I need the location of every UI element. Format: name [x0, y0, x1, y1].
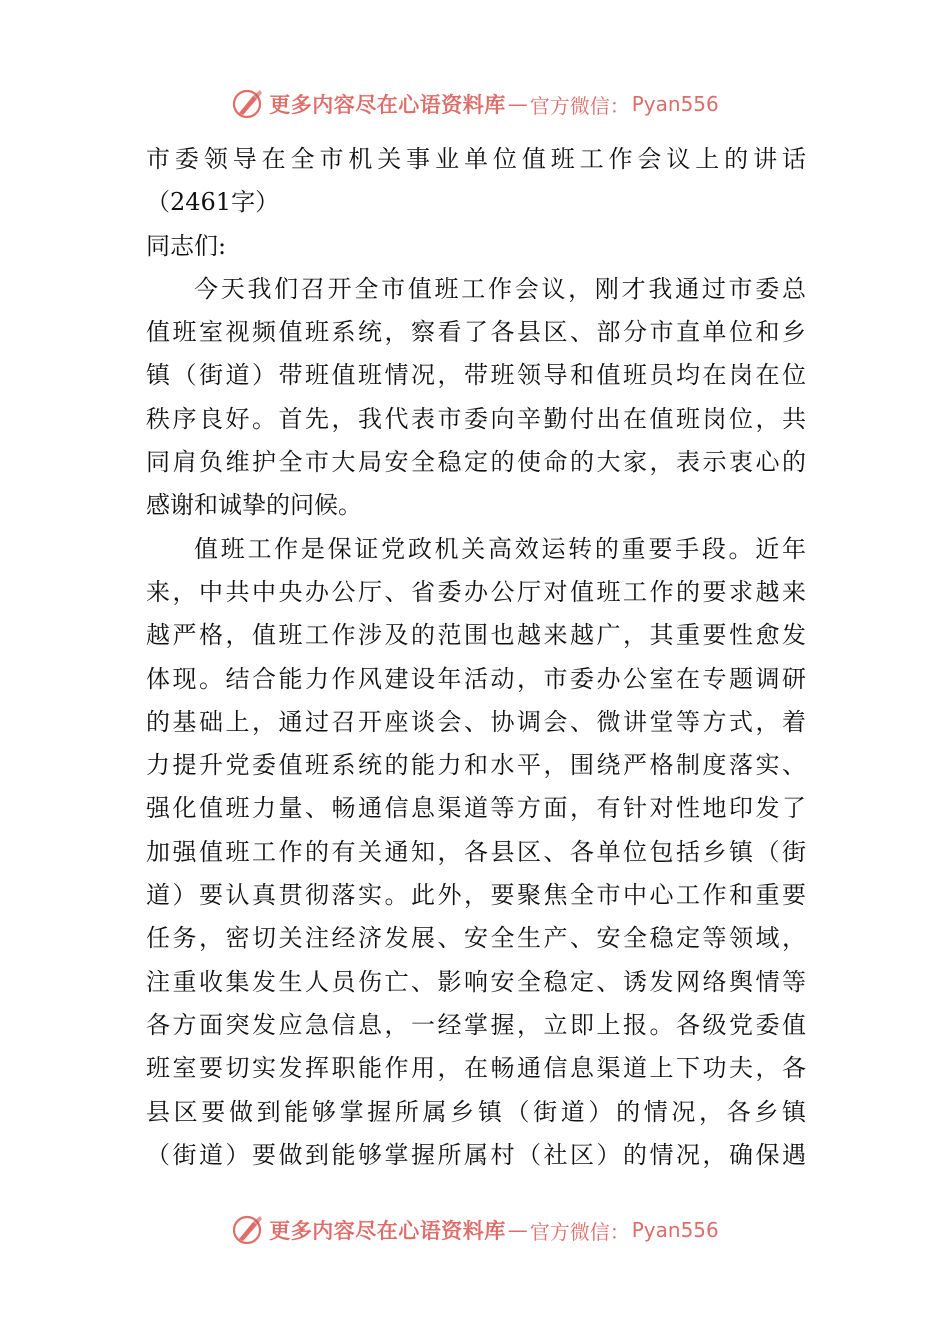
text-line: 同肩负维护全市大局安全稳定的使命的大家，表示衷心的 — [146, 448, 806, 477]
text-line: 道）要认真贯彻落实。此外，要聚焦全市中心工作和重要 — [146, 881, 806, 910]
text-line: 县区要做到能够掌握所属乡镇（街道）的情况，各乡镇 — [146, 1097, 806, 1126]
text-line: （街道）要做到能够掌握所属村（社区）的情况，确保遇 — [146, 1140, 806, 1169]
text-line: 各方面突发应急信息，一经掌握，立即上报。各级党委值 — [146, 1010, 806, 1039]
text-line: 值班工作是保证党政机关高效运转的重要手段。近年 — [194, 534, 806, 563]
watermark-main-text: 更多内容尽在心语资料库 — [269, 1218, 506, 1243]
text-line: 感谢和诚挚的问候。 — [146, 491, 362, 520]
text-line: 体现。结合能力作风建设年活动，市委办公室在专题调研 — [146, 664, 806, 693]
text-line: 强化值班力量、畅通信息渠道等方面，有针对性地印发了 — [146, 794, 806, 823]
watermark-wechat-label: 官方微信： — [529, 93, 630, 118]
text-line: 加强值班工作的有关通知，各县区、各单位包括乡镇（街 — [146, 837, 806, 866]
watermark-wechat-id: Pyan556 — [631, 92, 719, 116]
text-line: 值班室视频值班系统，察看了各县区、部分市直单位和乡 — [146, 318, 806, 347]
watermark-banner-bottom — [0, 1210, 950, 1250]
text-line: 的基础上，通过召开座谈会、协调会、微讲堂等方式，着 — [146, 707, 806, 736]
watermark-dash: — — [507, 92, 528, 116]
pen-logo-icon — [231, 87, 265, 121]
text-line: 镇（街道）带班值班情况，带班领导和值班员均在岗在位 — [146, 361, 806, 390]
title-line: （2461字） — [146, 188, 280, 217]
salutation: 同志们: — [146, 231, 227, 260]
paragraph — [146, 268, 806, 528]
text-line: 越严格，值班工作涉及的范围也越来越广，其重要性愈发 — [146, 621, 806, 650]
paragraph — [146, 528, 806, 1177]
watermark-main-text: 更多内容尽在心语资料库 — [269, 92, 506, 117]
watermark-dash: — — [507, 1218, 528, 1242]
watermark-wechat-label: 官方微信： — [529, 1219, 630, 1244]
text-line: 今天我们召开全市值班工作会议，刚才我通过市委总 — [194, 274, 806, 303]
pen-logo-icon — [231, 1213, 265, 1247]
watermark-wechat-id: Pyan556 — [631, 1218, 719, 1242]
text-line: 来，中共中央办公厅、省委办公厅对值班工作的要求越来 — [146, 577, 806, 606]
text-line: 任务，密切关注经济发展、安全生产、安全稳定等领域， — [146, 924, 806, 953]
text-line: 班室要切实发挥职能作用，在畅通信息渠道上下功夫，各 — [146, 1054, 806, 1083]
document-body — [146, 138, 806, 1177]
watermark-banner-top — [0, 84, 950, 124]
text-line: 秩序良好。首先，我代表市委向辛勤付出在值班岗位，共 — [146, 404, 806, 433]
text-line: 力提升党委值班系统的能力和水平，围绕严格制度落实、 — [146, 751, 806, 780]
title-line: 市委领导在全市机关事业单位值班工作会议上的讲话 — [146, 145, 806, 173]
text-line: 注重收集发生人员伤亡、影响安全稳定、诱发网络舆情等 — [146, 967, 806, 996]
